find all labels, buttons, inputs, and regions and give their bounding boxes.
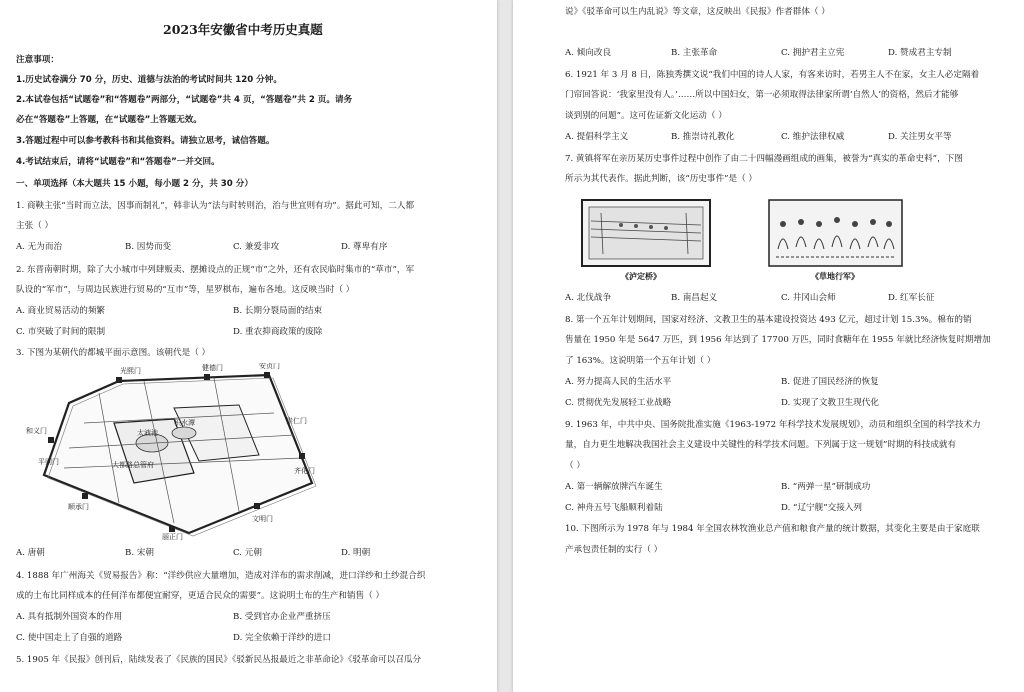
- question-2-text: 2. 东晋南朝时期，除了大小城市中列肆贩卖、摆摊设点的正规“市”之外，还有农民临时集市的“草市”，军: [16, 265, 415, 275]
- q6-option-a: A. 提倡科学主义: [565, 132, 629, 142]
- q1-option-c: C. 兼爱非攻: [233, 242, 280, 252]
- question-5-text: 说》《驳革命可以生内乱说》等文章，这反映出《民报》作者群体（ ）: [565, 7, 830, 17]
- question-9-text: 9. 1963 年，中共中央、国务院批准实施《1963-1972 年科学技术发展规划》，动员和组织全国的科学技术力: [565, 420, 981, 430]
- map-label: 齐化门: [294, 467, 315, 475]
- q3-option-c: C. 元朝: [233, 548, 262, 558]
- notice-line: 4.考试结束后，请将“试题卷”和“答题卷”一并交回。: [16, 157, 220, 167]
- q8-option-b: B. 促进了国民经济的恢复: [781, 377, 879, 387]
- map-label: 崇仁门: [286, 417, 307, 425]
- q5-option-b: B. 主张革命: [671, 48, 718, 58]
- question-4-text: 4. 1888 年广州海关《贸易报告》称：“洋纱供应大量增加，造成对洋布的需求削减，进口洋纱和土纱混合织: [16, 571, 426, 581]
- q1-option-a: A. 无为而治: [16, 242, 63, 252]
- q5-option-a: A. 倾向改良: [565, 48, 612, 58]
- notice-line: 1.历史试卷满分 70 分，历史、道德与法治的考试时间共 120 分钟。: [16, 75, 282, 85]
- map-label: 太液池: [137, 429, 158, 437]
- q5-option-d: D. 赞成君主专制: [888, 48, 952, 58]
- map-label: 健德门: [202, 364, 223, 372]
- question-1-text: 1. 商鞅主张“当时而立法，因事而制礼”，韩非认为“法与时转则治，治与世宜则有功”。据此可知，二人都: [16, 201, 415, 211]
- q8-option-c: C. 贯彻优先发展轻工业战略: [565, 398, 672, 408]
- question-6-text: 6. 1921 年 3 月 8 日，陈独秀撰文说“我们中国的诗人人家，有客来访时，若男主人不在家，女主人必定隔着: [565, 70, 980, 80]
- q6-option-c: C. 维护法律权威: [781, 132, 845, 142]
- q6-option-b: B. 推崇诗礼教化: [671, 132, 735, 142]
- question-6-text: 门帘回答说：‘我家里没有人。’……所以中国妇女，第一必须取得法律家所谓‘自然人’的资格，然后才能够: [565, 90, 959, 100]
- q9-option-a: A. 第一辆解放牌汽车诞生: [565, 482, 663, 492]
- capital-city-map: [24, 363, 329, 541]
- q2-option-c: C. 市突破了时间的限制: [16, 327, 106, 337]
- q2-option-d: D. 重农抑商政策的废除: [233, 327, 323, 337]
- q8-option-a: A. 努力提高人民的生活水平: [565, 377, 672, 387]
- map-label: 安贞门: [259, 363, 280, 370]
- map-label: 顺承门: [68, 503, 89, 511]
- q2-option-b: B. 长期分裂局面的结束: [233, 306, 323, 316]
- grassland-march-sketch: [768, 199, 903, 267]
- q9-option-b: B. “两弹一星”研制成功: [781, 482, 871, 492]
- q4-option-b: B. 受到官办企业严重挤压: [233, 612, 331, 622]
- q5-option-c: C. 拥护君主立宪: [781, 48, 845, 58]
- question-7-text: 所示为其代表作。据此判断，该“历史事件”是（ ）: [565, 174, 757, 184]
- question-10-text: 产承包责任制的实行（ ）: [565, 545, 663, 555]
- question-10-text: 10. 下图所示为 1978 年与 1984 年全国农林牧渔业总产值和粮食产量的统计数据，其变化主要是由于家庭联: [565, 524, 980, 534]
- map-label: 光熙门: [120, 367, 141, 375]
- luding-bridge-sketch: [581, 199, 711, 267]
- q3-option-d: D. 明朝: [341, 548, 371, 558]
- q4-option-a: A. 具有抵制外国资本的作用: [16, 612, 123, 622]
- lake-shape: [172, 427, 196, 439]
- map-label: 丽正门: [162, 533, 183, 541]
- q7-option-d: D. 红军长征: [888, 293, 935, 303]
- notice-heading: 注意事项：: [16, 55, 59, 65]
- question-1-text: 主张（ ）: [16, 221, 54, 231]
- q8-option-d: D. 实现了文教卫生现代化: [781, 398, 879, 408]
- q3-option-a: A. 唐朝: [16, 548, 45, 558]
- question-2-text: 队设的“军市”，与周边民族进行贸易的“互市”等，星罗棋布，遍布各地。这反映当时（ ）: [16, 285, 355, 295]
- question-5-text: 5. 1905 年《民报》创刊后，陆续发表了《民族的国民》《驳新民丛报最近之非革命论》《驳革命可以召瓜分: [16, 655, 422, 665]
- question-8-text: 了 163%。这说明第一个五年计划（ ）: [565, 356, 716, 366]
- q6-option-d: D. 关注男女平等: [888, 132, 952, 142]
- section-heading: 一、单项选择（本大题共 15 小题，每小题 2 分，共 30 分）: [16, 179, 253, 189]
- figure-caption: 《草地行军》: [811, 271, 859, 281]
- q2-option-a: A. 商业贸易活动的频繁: [16, 306, 106, 316]
- page-left: [0, 0, 497, 692]
- q9-option-d: D. “辽宁舰”交接入列: [781, 503, 862, 513]
- q7-option-b: B. 南昌起义: [671, 293, 718, 303]
- q7-option-a: A. 北伐战争: [565, 293, 612, 303]
- question-7-text: 7. 黄镇将军在亲历某历史事件过程中创作了由二十四幅漫画组成的画集，被誉为“真实的革命史料”，下图: [565, 154, 963, 164]
- map-label: 文明门: [252, 515, 273, 523]
- question-6-text: 谈到别的问题”。这可佐证新文化运动（ ）: [565, 111, 727, 121]
- q4-option-c: C. 使中国走上了自强的道路: [16, 633, 123, 643]
- question-8-text: 售量在 1950 年是 5647 万匹，到 1956 年达到了 17700 万匹，同时食糖年在 1955 年就比经济恢复时期增加: [565, 335, 991, 345]
- q1-option-d: D. 尊卑有序: [341, 242, 388, 252]
- notice-line: 必在“答题卷”上答题，在“试题卷”上答题无效。: [16, 115, 202, 125]
- map-label: 大都路总管府: [112, 461, 154, 469]
- page-right: [513, 0, 1024, 692]
- page-title: 2023年安徽省中考历史真题: [163, 22, 323, 37]
- notice-line: 3.答题过程中可以参考教科书和其他资料。请独立思考，诚信答题。: [16, 136, 275, 146]
- q4-option-d: D. 完全依赖于洋纱的进口: [233, 633, 331, 643]
- q1-option-b: B. 因势而变: [125, 242, 172, 252]
- q3-option-b: B. 宋朝: [125, 548, 154, 558]
- question-3-text: 3. 下图为某朝代的都城平面示意图。该朝代是（ ）: [16, 348, 211, 358]
- q7-option-c: C. 井冈山会师: [781, 293, 836, 303]
- figure-caption: 《泸定桥》: [621, 271, 661, 281]
- map-label: 积水潭: [174, 419, 195, 427]
- question-4-text: 成的土布比同样成本的任何洋布都便宜耐穿，更适合民众的需要”。这说明土布的生产和销售（ ）: [16, 591, 385, 601]
- notice-line: 2.本试卷包括“试题卷”和“答题卷”两部分，“试题卷”共 4 页，“答题卷”共 2 页。请务: [16, 95, 353, 105]
- map-label: 平则门: [38, 458, 59, 466]
- map-label: 和义门: [26, 427, 47, 435]
- question-9-text: （ ）: [565, 461, 585, 471]
- q9-option-c: C. 神舟五号飞船顺利着陆: [565, 503, 663, 513]
- question-9-text: 量，自力更生地解决我国社会主义建设中关键性的科学技术问题。下列属于这一规划”时期的科技成就有: [565, 440, 957, 450]
- question-8-text: 8. 第一个五年计划期间，国家对经济、文教卫生的基本建设投资达 493 亿元，超过计划 15.3%。棉布的销: [565, 315, 972, 325]
